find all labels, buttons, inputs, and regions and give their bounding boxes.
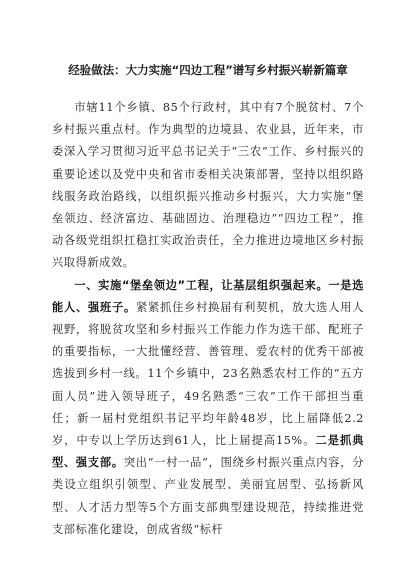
section-one-text-two: 突出“一村一品”，围绕乡村振兴重点内容，分类设立组织引领型、产业发展型、美丽宜居型、弘扬新风型、人才活力型等5个方面支部典型建设规范，持续推进党支部标准化建设，创成省级“标杆 <box>52 456 364 536</box>
intro-paragraph-text: 市辖11个乡镇、85个行政村，其中有7个脱贫村、7个乡村振兴重点村。作为典型的边境县、农业县，近年来，市委深入学习贯彻习近平总书记关于“三农”工作、乡村振兴的重要论述以及党中央和省市委相关决策部署，坚持以组织路线服务政治路线，以组织振兴推动乡村振兴，大力实施“堡垒领边、经济富边、基础固边、治理稳边”“四边工程”，推动各级党组织扛稳扛实政治责任，全力推进边境地区乡村振兴取得新成效。 <box>52 101 364 270</box>
section-one-heading: 一、实施“堡垒领边”工程，让基层组织强起来。一是选能人、强班子。 <box>52 278 364 314</box>
section-one-subheading-two: 二是抓典型、强支部。 <box>52 434 364 470</box>
section-one-text: 紧紧抓住乡村换届有利契机，放大选人用人视野，将脱贫攻坚和乡村振兴工作能力作为选干部、配班子的重要指标，一大批懂经营、善管理、爱农村的优秀干部被选拔到乡村一线。11个乡镇中，23名熟悉农村工作的“五方面人员”进入领导班子，49名熟悉“三农”工作干部担当重任；新一届村党组织书记平均年龄48岁，比上届降低2.2岁，中专以上学历达到61人，比上届提高15%。 <box>52 300 364 448</box>
document-title: 经验做法：大力实施“四边工程”谱写乡村振兴崭新篇章 <box>68 63 348 77</box>
section-one-paragraph <box>52 275 364 541</box>
intro-paragraph <box>52 97 364 275</box>
